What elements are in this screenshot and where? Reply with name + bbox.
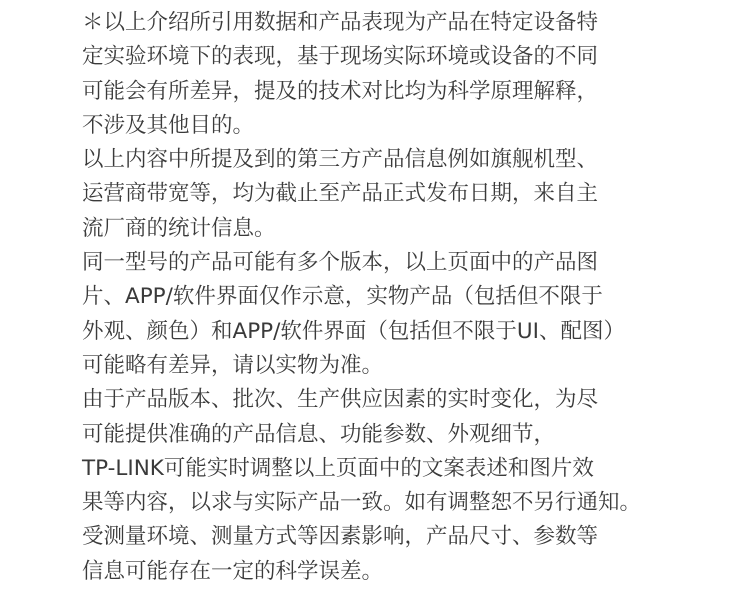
disclaimer-line: 同一型号的产品可能有多个版本，以上页面中的产品图 — [82, 250, 599, 276]
disclaimer-line: 定实验环境下的表现，基于现场实际环境或设备的不同 — [82, 44, 599, 70]
disclaimer-line: 运营商带宽等，均为截止至产品正式发布日期，来自主 — [82, 181, 599, 207]
disclaimer-line: 可能会有所差异，提及的技术对比均为科学原理解释， — [82, 78, 599, 104]
disclaimer-line: TP-LINK可能实时调整以上页面中的文案表述和图片效 — [82, 455, 594, 481]
disclaimer-line: 果等内容，以求与实际产品一致。如有调整恕不另行通知。 — [82, 490, 642, 516]
disclaimer-line: 由于产品版本、批次、生产供应因素的实时变化，为尽 — [82, 387, 599, 413]
disclaimer-line: ＊以上介绍所引用数据和产品表现为产品在特定设备特 — [82, 10, 599, 35]
disclaimer-line: 以上内容中所提及到的第三方产品信息例如旗舰机型、 — [82, 147, 599, 173]
disclaimer-line: 受测量环境、测量方式等因素影响，产品尺寸、参数等 — [82, 524, 599, 550]
disclaimer-line: 可能略有差异，请以实物为准。 — [82, 352, 384, 378]
disclaimer-line: 可能提供准确的产品信息、功能参数、外观细节， — [82, 421, 556, 447]
disclaimer-line: 片、APP/软件界面仅作示意，实物产品（包括但不限于 — [82, 284, 603, 310]
disclaimer-line: 不涉及其他目的。 — [82, 112, 255, 138]
disclaimer-line: 流厂商的统计信息。 — [82, 215, 276, 241]
disclaimer-line: 信息可能存在一定的科学误差。 — [82, 558, 384, 584]
disclaimer-line: 外观、颜色）和APP/软件界面（包括但不限于UI、配图） — [82, 318, 625, 344]
